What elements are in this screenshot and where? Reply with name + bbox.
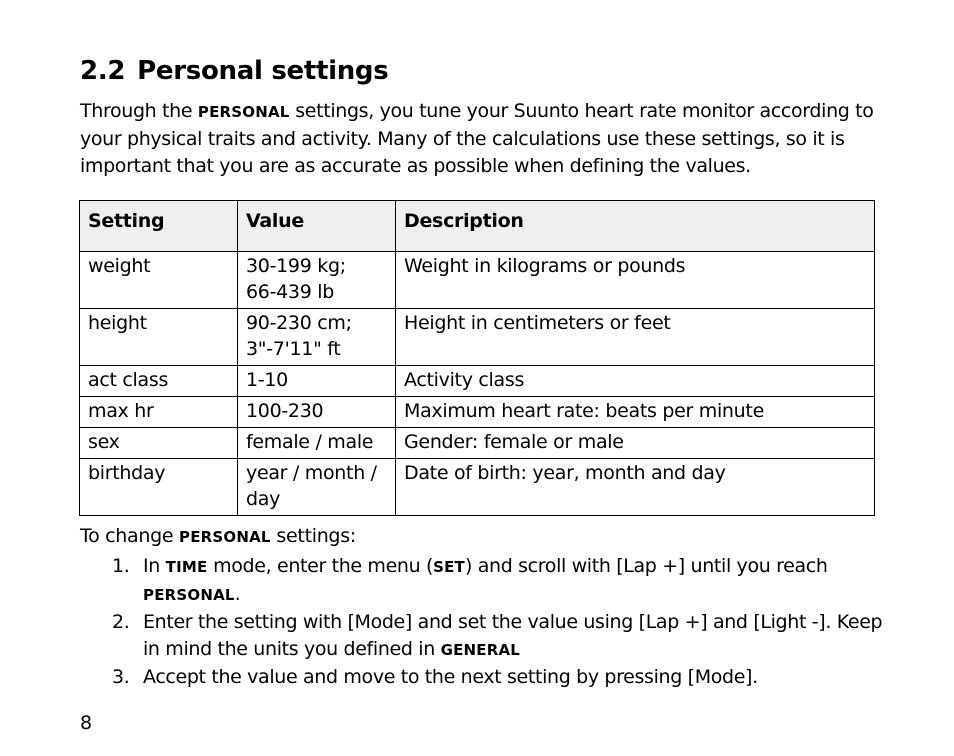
change-instructions-lead	[80, 523, 356, 551]
value-text: day	[246, 488, 281, 510]
value-text: year / month /	[246, 462, 377, 484]
value-cell: 1-10	[238, 366, 396, 397]
step-line: Accept the value and move to the next setting by pressing [Mode].	[143, 666, 758, 688]
table-row	[80, 309, 875, 366]
section-number: 2.2	[80, 56, 126, 86]
description-cell: Gender: female or male	[396, 428, 875, 459]
step-text: In	[143, 555, 166, 577]
step-text: ) and scroll with [Lap +] until you reach	[464, 555, 828, 577]
step-text: .	[234, 583, 241, 605]
description-cell: Activity class	[396, 366, 875, 397]
set-term: SET	[433, 558, 465, 576]
step-number: 2.	[112, 611, 130, 633]
list-item	[80, 664, 880, 691]
value-cell: 100-230	[238, 397, 396, 428]
header-value: Value	[238, 201, 396, 252]
setting-cell: height	[80, 309, 238, 366]
step-number: 3.	[112, 666, 130, 688]
header-setting: Setting	[80, 201, 238, 252]
description-cell: Date of birth: year, month and day	[396, 459, 875, 516]
section-title: Personal settings	[137, 56, 389, 86]
step-line	[143, 581, 880, 609]
setting-cell: max hr	[80, 397, 238, 428]
general-term: GENERAL	[440, 641, 521, 659]
intro-text: Through the	[80, 100, 198, 122]
value-cell: female / male	[238, 428, 396, 459]
personal-term: PERSONAL	[143, 586, 235, 604]
step-line: Enter the setting with [Mode] and set the value using [Lap +] and [Light -]. Keep	[143, 611, 883, 633]
table-row	[80, 459, 875, 516]
value-cell	[238, 252, 396, 309]
description-cell: Weight in kilograms or pounds	[396, 252, 875, 309]
table-row	[80, 366, 875, 397]
setting-cell: sex	[80, 428, 238, 459]
table-row	[80, 252, 875, 309]
header-description: Description	[396, 201, 875, 252]
steps-list	[80, 553, 883, 691]
section-heading	[80, 52, 388, 90]
value-text: 3"-7'11" ft	[246, 338, 341, 360]
table-row	[80, 397, 875, 428]
personal-term: PERSONAL	[197, 103, 290, 121]
value-text: 30-199 kg;	[246, 255, 346, 277]
setting-cell: weight	[80, 252, 238, 309]
step-line	[143, 636, 880, 664]
intro-line-1	[80, 98, 880, 126]
step-text: in mind the units you defined in	[143, 638, 441, 660]
value-text: 90-230 cm;	[246, 312, 352, 334]
lead-text: settings:	[270, 525, 356, 547]
intro-line-2: your physical traits and activity. Many of the calculations use these settings, so it is	[80, 128, 845, 150]
intro-line-3: important that you are as accurate as possible when defining the values.	[80, 155, 751, 177]
step-number: 1.	[112, 555, 130, 577]
page-number: 8	[80, 712, 93, 734]
step-text: mode, enter the menu (	[207, 555, 434, 577]
table-header-row	[80, 201, 875, 252]
intro-text: settings, you tune your Suunto heart rate monitor according to	[289, 100, 874, 122]
lead-text: To change	[80, 525, 180, 547]
list-item	[80, 553, 880, 609]
description-cell: Maximum heart rate: beats per minute	[396, 397, 875, 428]
personal-term: PERSONAL	[179, 528, 271, 546]
value-cell	[238, 459, 396, 516]
table-row	[80, 428, 875, 459]
value-text: 66-439 lb	[246, 281, 334, 303]
time-term: TIME	[165, 558, 208, 576]
intro-paragraph	[80, 98, 880, 180]
step-line	[143, 553, 880, 581]
value-cell	[238, 309, 396, 366]
description-cell: Height in centimeters or feet	[396, 309, 875, 366]
list-item	[80, 609, 883, 664]
setting-cell: act class	[80, 366, 238, 397]
setting-cell: birthday	[80, 459, 238, 516]
settings-table	[79, 200, 875, 516]
